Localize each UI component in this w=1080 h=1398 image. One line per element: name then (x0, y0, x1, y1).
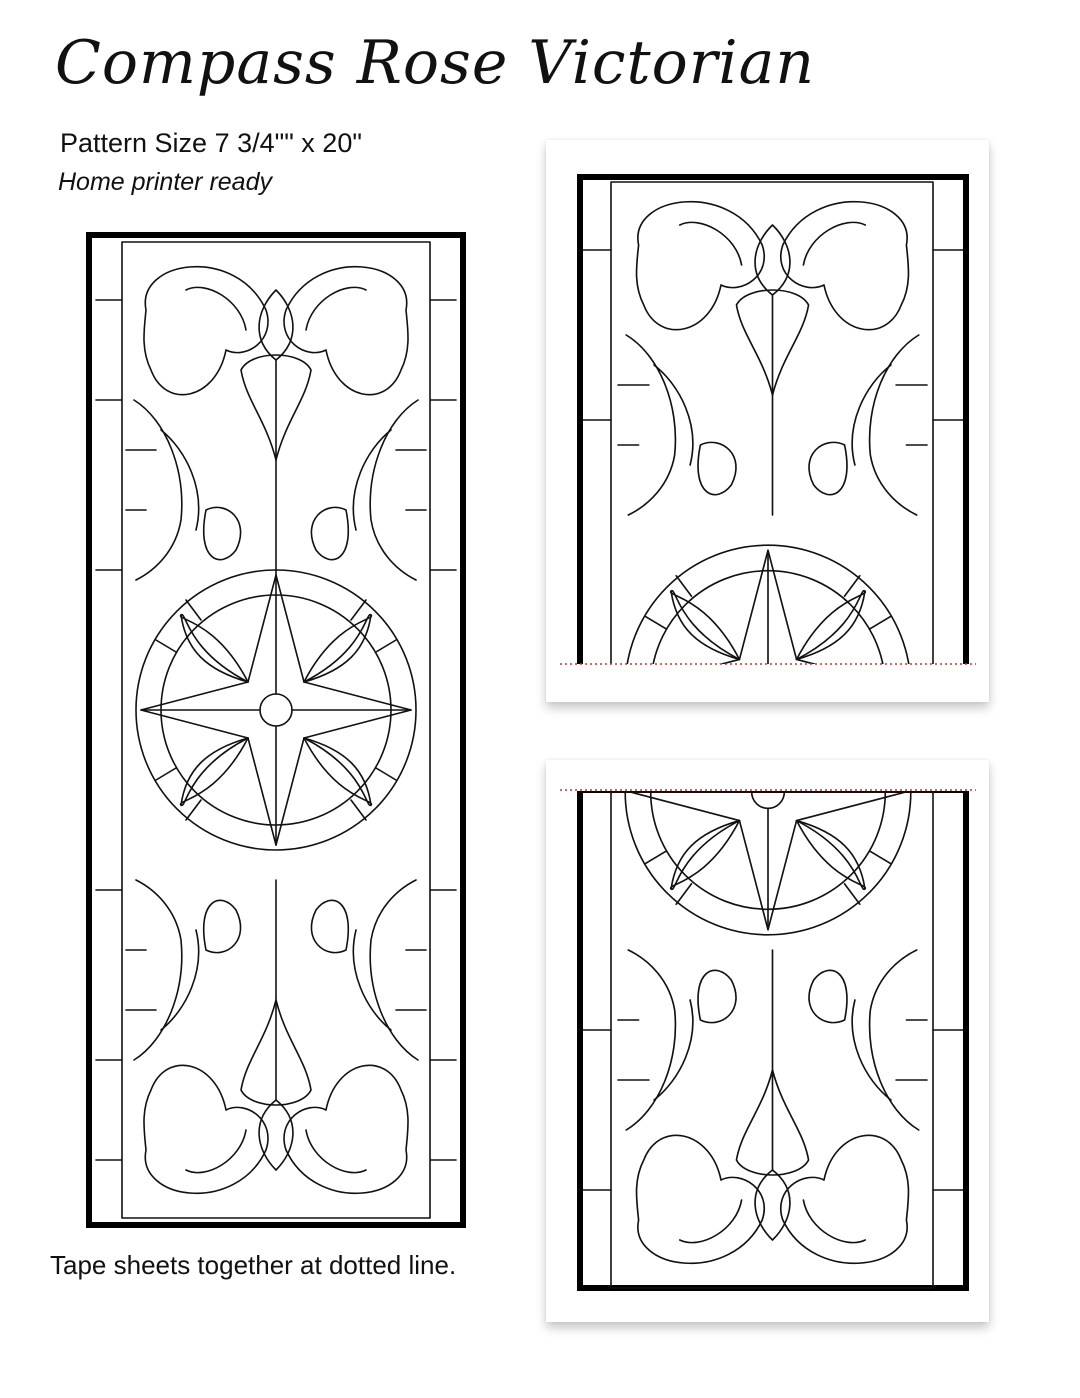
printer-note: Home printer ready (58, 168, 272, 196)
sheet-top (546, 140, 989, 702)
instruction-text: Tape sheets together at dotted line. (50, 1250, 457, 1280)
full-pattern (84, 230, 468, 1230)
pattern-size: Pattern Size 7 3/4"" x 20" (60, 128, 362, 158)
page-title: Compass Rose Victorian (55, 28, 816, 98)
sheet-bottom (546, 760, 989, 1322)
